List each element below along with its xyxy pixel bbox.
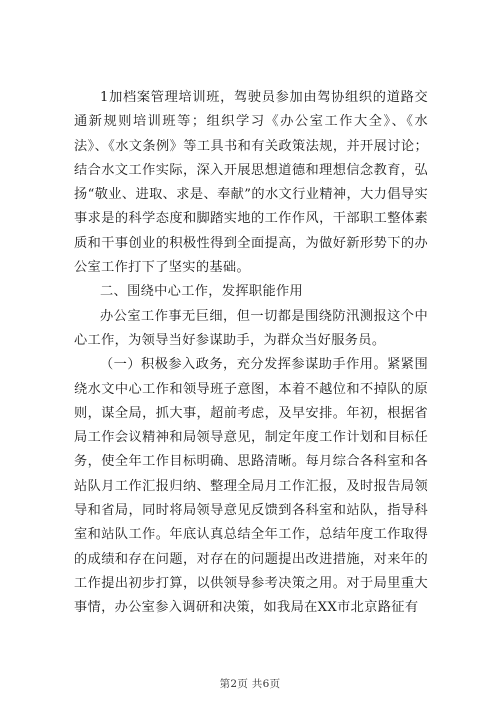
paragraph-government-affairs: （一）积极参入政务，充分发挥参谋助手作用。紧紧围绕水文中心工作和领导班子意图，本着不越位和不掉队的原则，谋全局，抓大事，超前考虑，及早安排。年初，根据省局工作会议精神和局领导意见，制定年度工作计划和目标任务，使全年工作目标明确、思路清晰。每月综合各科室和各站队月工作汇报归纳、整理全局月工作汇报，及时报告局领导和省局，同时将局领导意见反馈到各科室和站队，指导科室和站队工作。年底认真总结全年工作，总结年度工作取得的成绩和存在问题，对存在的问题提出改进措施，对来年的工作提出初步打算，以供领导参考决策之用。对于局里重大事情，办公室参入调研和决策，如我局在XX市北京路征有	[74, 357, 428, 616]
paragraph-training: 1加档案管理培训班，驾驶员参加由驾协组织的道路交通新规则培训班等；组织学习《办公室工作大全》、《水法》、《水文条例》等工具书和有关政策法规，并开展讨论；结合水文工作实际，深入开展思想道德和理想信念教育，弘扬“敬业、进取、求是、奉献”的水文行业精神，大力倡导实事求是的科学态度和脚踏实地的工作作风，干部职工整体素质和干事创业的积极性得到全面提高，为做好新形势下的办公室工作打下了坚实的基础。	[74, 90, 428, 276]
paragraph-office-work: 办公室工作事无巨细，但一切都是围绕防汛测报这个中心工作，为领导当好参谋助手，为群众当好服务员。	[74, 308, 428, 348]
document-body	[74, 86, 428, 621]
section-heading: 二、围绕中心工作，发挥职能作用	[100, 284, 304, 300]
page-number-footer: 第2页 共6页	[219, 678, 281, 690]
